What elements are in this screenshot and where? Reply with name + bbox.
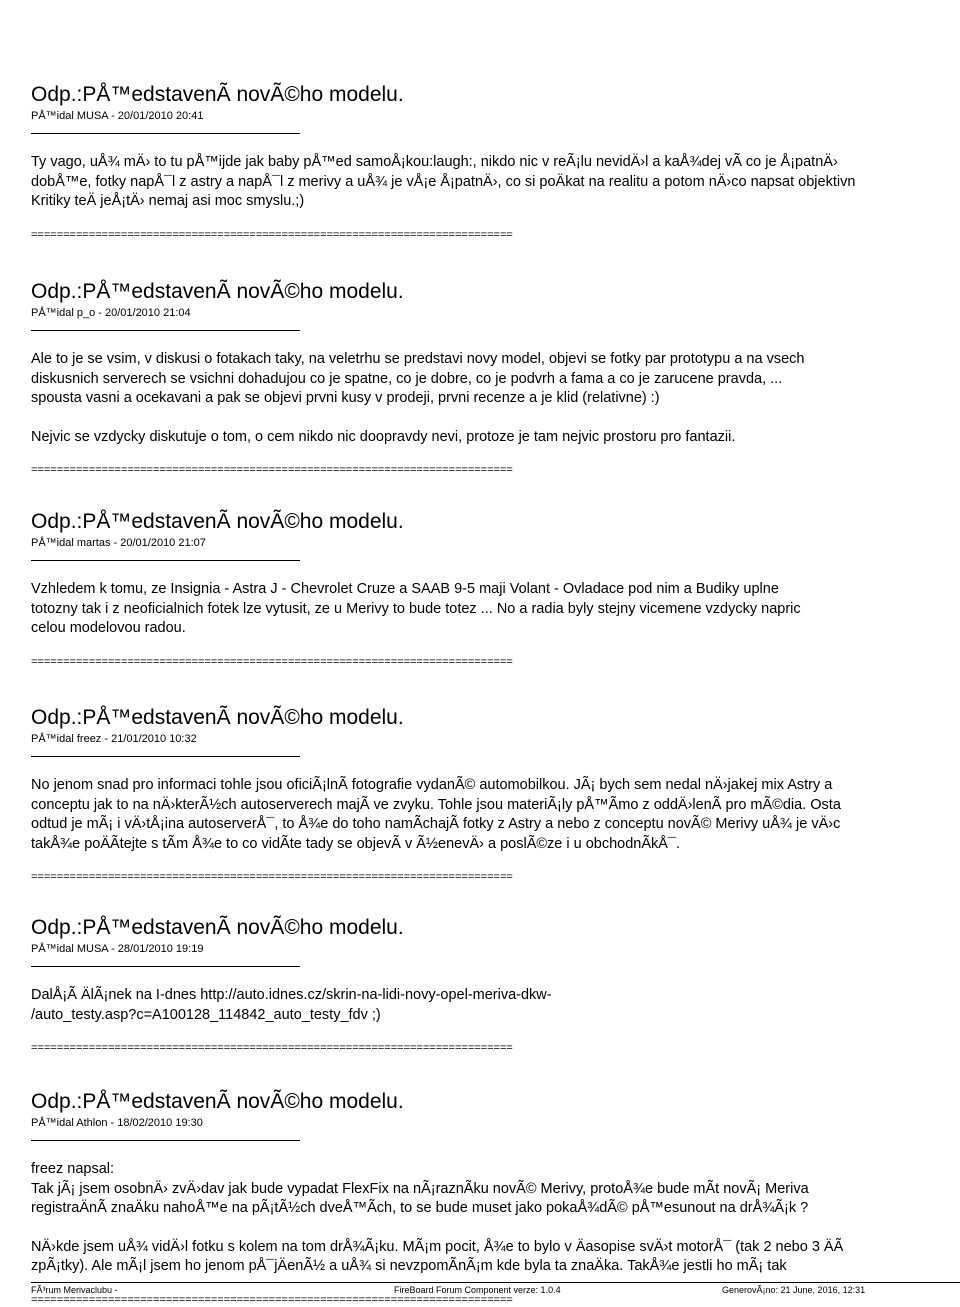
post-meta-underline	[31, 966, 300, 967]
post-text-line: spousta vasni a ocekavani a pak se objevi prvni kusy v prodeji, prvni recenze a je klid (relativne) :)	[31, 390, 660, 406]
post-author-date: PÅ™idal freez - 21/01/2010 10:32	[31, 733, 197, 745]
post-paragraph	[31, 776, 960, 854]
post-text-line: totozny tak i z neoficialnich fotek lze vytusit, ze u Merivy to bude totez ... No a radia byly stejny vicemene vzdycky napric	[31, 600, 801, 617]
post-text-line: takÅ¾e poÄÃtejte s tÃm Å¾e to co vidÃte tady se objevÃ v Ã½enevÄ› a poslÃ©ze i u obchodnÃkÅ¯.	[31, 835, 680, 852]
post-text-line: freez napsal:	[31, 1161, 115, 1177]
post-text-line: Ale to je se vsim, v diskusi o fotakach taky, na veletrhu se predstavi novy model, objevi se fotky par prototypu a na vsech	[31, 351, 805, 367]
post-separator: ===========================================================================	[31, 228, 513, 241]
forum-post	[31, 280, 960, 477]
post-paragraph	[31, 986, 960, 1025]
post-meta-underline	[31, 1140, 300, 1141]
post-paragraph	[31, 428, 960, 448]
post-paragraph	[31, 350, 960, 409]
page-footer	[0, 1284, 960, 1297]
post-separator: ===========================================================================	[31, 1042, 513, 1054]
post-title: Odp.:PÅ™edstavenÃ novÃ©ho modelu.	[31, 83, 404, 106]
post-text-line: odtud je mÃ¡ i vÄ›tÅ¡ina autoserverÅ¯, to Å¾e do toho namÃchajÃ fotky z Astry a nebo z conceptu novÃ© Merivy uÅ¾ je vÄ›c	[31, 816, 841, 832]
post-body	[31, 153, 960, 212]
post-text-line: dobÅ™e, fotky napÅ¯l z astry a napÅ¯l z merivy a uÅ¾ je vÅ¡e Å¡patnÄ›, co si poÄkat na realitu a potom nÄ›co napsat objektivn	[31, 173, 856, 190]
post-text-line: celou modelovou radou.	[31, 620, 186, 636]
post-text-line: NÄ›kde jsem uÅ¾ vidÄ›l fotku s kolem na tom drÅ¾Ã¡ku. MÃ¡m pocit, Å¾e to bylo v Äasopise svÄ›t motorÅ¯ (tak 2 nebo 3 ÄÃ	[31, 1238, 844, 1255]
post-title: Odp.:PÅ™edstavenÃ novÃ©ho modelu.	[31, 510, 404, 533]
post-separator: ===========================================================================	[31, 1293, 513, 1306]
footer-site-name: FÃ³rum Merivaclubu -	[31, 1285, 118, 1295]
post-text-line: No jenom snad pro informaci tohle jsou oficiÃ¡lnÃ fotografie vydanÃ© automobilkou. JÃ¡ bych sem nedal nÄ›jakej mix Astry a	[31, 777, 833, 793]
post-meta-underline	[31, 330, 300, 331]
post-paragraph	[31, 153, 960, 212]
footer-rule	[31, 1282, 960, 1283]
post-meta-underline	[31, 756, 300, 757]
post-author-date: PÅ™idal p_o - 20/01/2010 21:04	[31, 307, 191, 319]
post-author-date: PÅ™idal MUSA - 20/01/2010 20:41	[31, 110, 204, 122]
post-paragraph	[31, 1160, 960, 1219]
forum-post	[31, 1090, 960, 1307]
post-title: Odp.:PÅ™edstavenÃ novÃ©ho modelu.	[31, 280, 404, 303]
post-separator: ===========================================================================	[31, 655, 513, 668]
post-text-line: registraÄnÃ znaÄku nahoÅ™e na pÃ¡tÃ½ch dveÅ™Ãch, to se bude muset jako pokaÅ¾dÃ© pÅ™esunout na drÅ¾Ã¡k ?	[31, 1200, 809, 1216]
forum-post	[31, 510, 960, 669]
post-title: Odp.:PÅ™edstavenÃ novÃ©ho modelu.	[31, 916, 404, 939]
post-text-line: Tak jÃ¡ jsem osobnÄ› zvÄ›dav jak bude vypadat FlexFix na nÃ¡raznÃku novÃ© Merivy, protoÅ¾e bude mÃt novÃ¡ Meriva	[31, 1180, 809, 1197]
forum-post	[31, 706, 960, 884]
footer-generated-date: GenerovÃ¡no: 21 June, 2016, 12:31	[722, 1285, 866, 1295]
post-author-date: PÅ™idal MUSA - 28/01/2010 19:19	[31, 943, 204, 955]
post-body	[31, 580, 960, 639]
post-title: Odp.:PÅ™edstavenÃ novÃ©ho modelu.	[31, 1090, 404, 1113]
post-text-line: Kritiky teÄ jeÅ¡tÄ› nemaj asi moc smyslu.;)	[31, 193, 305, 209]
post-text-line: Ty vago, uÅ¾ mÄ› to tu pÅ™ijde jak baby pÅ™ed samoÅ¡kou:laugh:, nikdo nic v reÃ¡lu nevidÄ›l a kaÅ¾dej vÃ co je Å¡patnÄ›	[31, 154, 838, 170]
post-meta-underline	[31, 560, 300, 561]
post-text-line: diskusnich serverech se vsichni dohadujou co je spatne, co je dobre, co je podvrh a fama a co je zarucene pravda, ...	[31, 370, 783, 387]
post-body	[31, 776, 960, 854]
post-author-date: PÅ™idal Athlon - 18/02/2010 19:30	[31, 1117, 203, 1129]
forum-post	[31, 916, 960, 1055]
footer-component-version: FireBoard Forum Component verze: 1.0.4	[394, 1285, 561, 1295]
post-text-line: conceptu jak to na nÄ›kterÃ½ch autoserverech majÃ ve zvyku. Tohle jsou materiÃ¡ly pÅ™Ãmo z oddÄ›lenÃ pro mÃ©dia. Osta	[31, 796, 841, 813]
post-body	[31, 986, 960, 1025]
forum-post	[31, 83, 960, 242]
post-text-line: /auto_testy.asp?c=A100128_114842_auto_testy_fdv ;)	[31, 1006, 381, 1023]
post-body	[31, 1160, 960, 1277]
post-title: Odp.:PÅ™edstavenÃ novÃ©ho modelu.	[31, 706, 404, 729]
post-meta-underline	[31, 133, 300, 134]
post-text-line: DalÅ¡Ã ÄlÃ¡nek na I-dnes http://auto.idnes.cz/skrin-na-lidi-novy-opel-meriva-dkw-	[31, 987, 552, 1003]
post-text-line: zpÃ¡tky). Ale mÃ¡l jsem ho jenom pÅ¯jÄenÃ½ a uÅ¾ si nevzpomÃnÃ¡m kde byla ta znaÄka. TakÅ¾e jestli ho mÃ¡ tak	[31, 1258, 787, 1274]
post-separator: ===========================================================================	[31, 871, 513, 883]
post-author-date: PÅ™idal martas - 20/01/2010 21:07	[31, 537, 206, 549]
post-text-line: Nejvic se vzdycky diskutuje o tom, o cem nikdo nic doopravdy nevi, protoze je tam nejvic prostoru pro fantazii.	[31, 428, 736, 445]
post-text-line: Vzhledem k tomu, ze Insignia - Astra J - Chevrolet Cruze a SAAB 9-5 maji Volant - Ovladace pod nim a Budiky uplne	[31, 581, 779, 597]
post-paragraph	[31, 1238, 960, 1277]
post-paragraph	[31, 580, 960, 639]
post-separator: ===========================================================================	[31, 464, 513, 476]
post-body	[31, 350, 960, 447]
